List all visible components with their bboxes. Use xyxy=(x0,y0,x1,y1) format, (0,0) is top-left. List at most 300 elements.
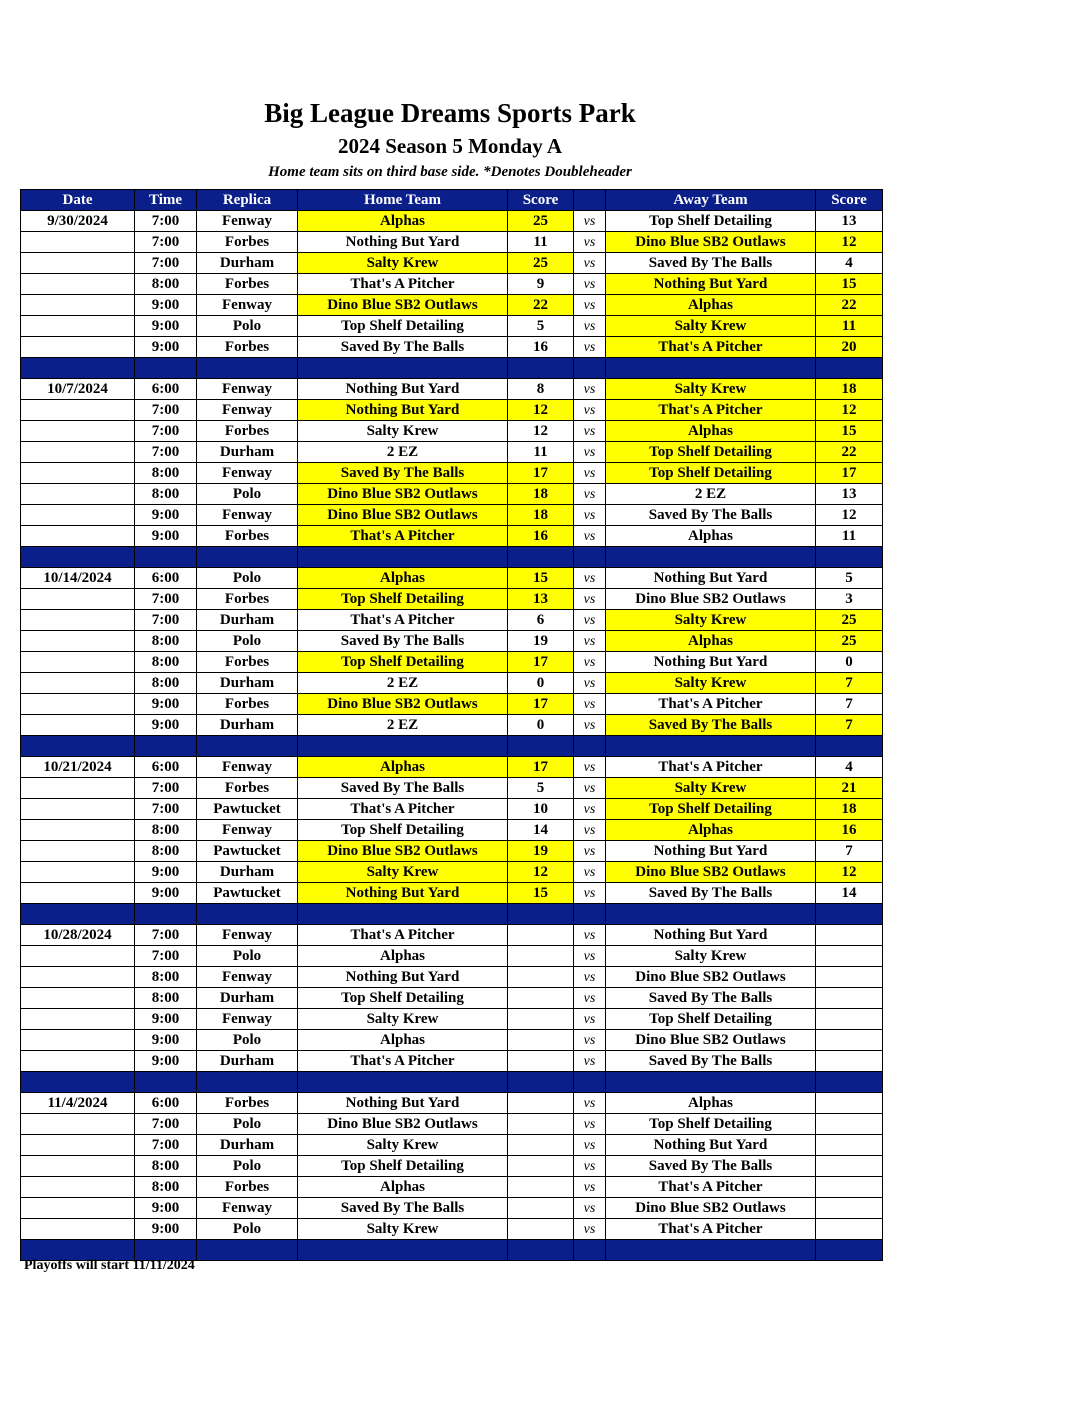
time-cell: 8:00 xyxy=(135,1177,197,1198)
replica-cell: Durham xyxy=(197,673,298,694)
replica-cell: Forbes xyxy=(197,1093,298,1114)
date-cell xyxy=(21,589,135,610)
separator-cell xyxy=(197,547,298,568)
time-cell: 9:00 xyxy=(135,505,197,526)
col-header-date: Date xyxy=(21,190,135,211)
table-row xyxy=(21,295,883,316)
week-separator-row xyxy=(21,736,883,757)
away-team-cell: Salty Krew xyxy=(606,946,816,967)
time-cell: 6:00 xyxy=(135,1093,197,1114)
away-score-cell: 13 xyxy=(816,211,883,232)
time-cell: 9:00 xyxy=(135,862,197,883)
date-cell xyxy=(21,526,135,547)
time-cell: 9:00 xyxy=(135,1030,197,1051)
table-row xyxy=(21,463,883,484)
col-header-away-score: Score xyxy=(816,190,883,211)
replica-cell: Polo xyxy=(197,946,298,967)
time-cell: 6:00 xyxy=(135,757,197,778)
home-team-cell: Salty Krew xyxy=(298,253,508,274)
separator-cell xyxy=(606,358,816,379)
away-team-cell: Nothing But Yard xyxy=(606,568,816,589)
table-row xyxy=(21,673,883,694)
away-team-cell: Nothing But Yard xyxy=(606,274,816,295)
vs-cell: vs xyxy=(574,505,606,526)
away-team-cell: Alphas xyxy=(606,820,816,841)
time-cell: 9:00 xyxy=(135,1198,197,1219)
away-score-cell xyxy=(816,1114,883,1135)
replica-cell: Fenway xyxy=(197,757,298,778)
table-row xyxy=(21,337,883,358)
home-team-cell: Nothing But Yard xyxy=(298,232,508,253)
table-row xyxy=(21,1114,883,1135)
home-score-cell xyxy=(508,1093,574,1114)
away-score-cell xyxy=(816,1156,883,1177)
home-team-cell: Nothing But Yard xyxy=(298,1093,508,1114)
table-row xyxy=(21,379,883,400)
separator-cell xyxy=(574,358,606,379)
away-team-cell: Alphas xyxy=(606,295,816,316)
vs-cell: vs xyxy=(574,1135,606,1156)
date-cell xyxy=(21,253,135,274)
home-score-cell: 18 xyxy=(508,505,574,526)
date-cell xyxy=(21,1009,135,1030)
away-score-cell xyxy=(816,1219,883,1240)
away-score-cell xyxy=(816,1051,883,1072)
away-score-cell: 7 xyxy=(816,841,883,862)
vs-cell: vs xyxy=(574,988,606,1009)
vs-cell: vs xyxy=(574,1030,606,1051)
vs-cell: vs xyxy=(574,631,606,652)
col-header-away-team: Away Team xyxy=(606,190,816,211)
separator-cell xyxy=(298,547,508,568)
home-score-cell: 13 xyxy=(508,589,574,610)
away-team-cell: Saved By The Balls xyxy=(606,883,816,904)
table-row xyxy=(21,589,883,610)
table-row xyxy=(21,1093,883,1114)
replica-cell: Durham xyxy=(197,988,298,1009)
date-cell xyxy=(21,1177,135,1198)
home-team-cell: 2 EZ xyxy=(298,715,508,736)
home-score-cell xyxy=(508,1009,574,1030)
time-cell: 7:00 xyxy=(135,1135,197,1156)
vs-cell: vs xyxy=(574,694,606,715)
replica-cell: Durham xyxy=(197,442,298,463)
date-cell xyxy=(21,463,135,484)
away-score-cell: 11 xyxy=(816,526,883,547)
replica-cell: Durham xyxy=(197,715,298,736)
home-score-cell xyxy=(508,1030,574,1051)
away-team-cell: Alphas xyxy=(606,1093,816,1114)
separator-cell xyxy=(135,904,197,925)
time-cell: 8:00 xyxy=(135,820,197,841)
vs-cell: vs xyxy=(574,673,606,694)
home-score-cell: 19 xyxy=(508,841,574,862)
home-team-cell: Top Shelf Detailing xyxy=(298,589,508,610)
away-score-cell xyxy=(816,1177,883,1198)
time-cell: 9:00 xyxy=(135,694,197,715)
table-row xyxy=(21,946,883,967)
vs-cell: vs xyxy=(574,715,606,736)
home-team-cell: Dino Blue SB2 Outlaws xyxy=(298,841,508,862)
home-score-cell: 16 xyxy=(508,337,574,358)
away-team-cell: Dino Blue SB2 Outlaws xyxy=(606,1198,816,1219)
table-row xyxy=(21,1135,883,1156)
date-cell xyxy=(21,1030,135,1051)
away-team-cell: That's A Pitcher xyxy=(606,337,816,358)
replica-cell: Durham xyxy=(197,253,298,274)
home-score-cell: 0 xyxy=(508,715,574,736)
col-header-home-score: Score xyxy=(508,190,574,211)
away-score-cell: 5 xyxy=(816,568,883,589)
away-team-cell: Alphas xyxy=(606,526,816,547)
replica-cell: Forbes xyxy=(197,778,298,799)
separator-cell xyxy=(135,1072,197,1093)
home-team-cell: Saved By The Balls xyxy=(298,631,508,652)
table-row xyxy=(21,799,883,820)
home-score-cell: 10 xyxy=(508,799,574,820)
replica-cell: Durham xyxy=(197,862,298,883)
time-cell: 7:00 xyxy=(135,799,197,820)
away-score-cell: 4 xyxy=(816,757,883,778)
date-cell xyxy=(21,505,135,526)
separator-cell xyxy=(135,547,197,568)
home-score-cell: 12 xyxy=(508,862,574,883)
home-team-cell: Top Shelf Detailing xyxy=(298,652,508,673)
home-team-cell: Dino Blue SB2 Outlaws xyxy=(298,694,508,715)
time-cell: 8:00 xyxy=(135,631,197,652)
vs-cell: vs xyxy=(574,295,606,316)
time-cell: 8:00 xyxy=(135,841,197,862)
home-team-cell: 2 EZ xyxy=(298,673,508,694)
home-team-cell: That's A Pitcher xyxy=(298,1051,508,1072)
away-score-cell: 11 xyxy=(816,316,883,337)
table-row xyxy=(21,1198,883,1219)
away-team-cell: Top Shelf Detailing xyxy=(606,463,816,484)
replica-cell: Fenway xyxy=(197,505,298,526)
home-score-cell: 0 xyxy=(508,673,574,694)
replica-cell: Polo xyxy=(197,1114,298,1135)
date-cell: 11/4/2024 xyxy=(21,1093,135,1114)
home-team-cell: Alphas xyxy=(298,757,508,778)
away-score-cell: 15 xyxy=(816,421,883,442)
table-row xyxy=(21,421,883,442)
home-team-cell: That's A Pitcher xyxy=(298,925,508,946)
table-header-row xyxy=(21,190,883,211)
away-team-cell: Salty Krew xyxy=(606,379,816,400)
separator-cell xyxy=(508,904,574,925)
date-cell xyxy=(21,862,135,883)
home-team-cell: Saved By The Balls xyxy=(298,778,508,799)
vs-cell: vs xyxy=(574,946,606,967)
table-row xyxy=(21,316,883,337)
col-header-home-team: Home Team xyxy=(298,190,508,211)
date-cell xyxy=(21,1051,135,1072)
date-cell xyxy=(21,988,135,1009)
col-header-vs xyxy=(574,190,606,211)
time-cell: 9:00 xyxy=(135,1009,197,1030)
table-row xyxy=(21,1219,883,1240)
vs-cell: vs xyxy=(574,379,606,400)
away-team-cell: Dino Blue SB2 Outlaws xyxy=(606,589,816,610)
date-cell xyxy=(21,295,135,316)
away-score-cell: 7 xyxy=(816,673,883,694)
time-cell: 8:00 xyxy=(135,274,197,295)
separator-cell xyxy=(606,1072,816,1093)
vs-cell: vs xyxy=(574,925,606,946)
vs-cell: vs xyxy=(574,253,606,274)
vs-cell: vs xyxy=(574,1156,606,1177)
vs-cell: vs xyxy=(574,484,606,505)
vs-cell: vs xyxy=(574,1219,606,1240)
schedule-table xyxy=(20,189,883,1261)
replica-cell: Fenway xyxy=(197,820,298,841)
home-team-cell: Alphas xyxy=(298,1030,508,1051)
date-cell xyxy=(21,610,135,631)
table-row xyxy=(21,715,883,736)
home-score-cell: 15 xyxy=(508,568,574,589)
replica-cell: Pawtucket xyxy=(197,841,298,862)
home-score-cell: 9 xyxy=(508,274,574,295)
separator-cell xyxy=(21,736,135,757)
vs-cell: vs xyxy=(574,337,606,358)
table-row xyxy=(21,1156,883,1177)
away-team-cell: Salty Krew xyxy=(606,778,816,799)
replica-cell: Polo xyxy=(197,1219,298,1240)
home-score-cell: 5 xyxy=(508,778,574,799)
home-score-cell: 5 xyxy=(508,316,574,337)
away-score-cell: 22 xyxy=(816,442,883,463)
separator-cell xyxy=(508,547,574,568)
time-cell: 7:00 xyxy=(135,1114,197,1135)
away-team-cell: Top Shelf Detailing xyxy=(606,1114,816,1135)
vs-cell: vs xyxy=(574,232,606,253)
away-team-cell: That's A Pitcher xyxy=(606,1219,816,1240)
date-cell xyxy=(21,820,135,841)
home-score-cell xyxy=(508,1198,574,1219)
vs-cell: vs xyxy=(574,589,606,610)
separator-cell xyxy=(574,547,606,568)
away-team-cell: Saved By The Balls xyxy=(606,1156,816,1177)
date-cell xyxy=(21,232,135,253)
vs-cell: vs xyxy=(574,862,606,883)
time-cell: 7:00 xyxy=(135,610,197,631)
home-score-cell: 22 xyxy=(508,295,574,316)
replica-cell: Pawtucket xyxy=(197,799,298,820)
home-score-cell: 17 xyxy=(508,652,574,673)
date-cell xyxy=(21,337,135,358)
vs-cell: vs xyxy=(574,610,606,631)
home-team-cell: 2 EZ xyxy=(298,442,508,463)
away-score-cell xyxy=(816,925,883,946)
table-row xyxy=(21,694,883,715)
replica-cell: Forbes xyxy=(197,694,298,715)
date-cell xyxy=(21,631,135,652)
home-score-cell: 11 xyxy=(508,442,574,463)
replica-cell: Fenway xyxy=(197,379,298,400)
replica-cell: Forbes xyxy=(197,589,298,610)
replica-cell: Fenway xyxy=(197,925,298,946)
date-cell xyxy=(21,1198,135,1219)
table-row xyxy=(21,400,883,421)
home-score-cell: 12 xyxy=(508,421,574,442)
separator-cell xyxy=(508,358,574,379)
date-cell xyxy=(21,652,135,673)
home-score-cell: 19 xyxy=(508,631,574,652)
home-team-cell: That's A Pitcher xyxy=(298,526,508,547)
home-team-cell: That's A Pitcher xyxy=(298,610,508,631)
home-team-cell: Salty Krew xyxy=(298,1135,508,1156)
time-cell: 7:00 xyxy=(135,946,197,967)
time-cell: 9:00 xyxy=(135,295,197,316)
separator-cell xyxy=(508,1072,574,1093)
home-score-cell xyxy=(508,1219,574,1240)
table-row xyxy=(21,988,883,1009)
replica-cell: Forbes xyxy=(197,421,298,442)
week-separator-row xyxy=(21,547,883,568)
separator-cell xyxy=(816,1240,883,1261)
vs-cell: vs xyxy=(574,526,606,547)
vs-cell: vs xyxy=(574,841,606,862)
replica-cell: Fenway xyxy=(197,967,298,988)
table-row xyxy=(21,841,883,862)
away-score-cell xyxy=(816,1030,883,1051)
replica-cell: Forbes xyxy=(197,526,298,547)
separator-cell xyxy=(574,904,606,925)
separator-cell xyxy=(574,1240,606,1261)
away-team-cell: That's A Pitcher xyxy=(606,757,816,778)
time-cell: 8:00 xyxy=(135,967,197,988)
away-team-cell: Top Shelf Detailing xyxy=(606,442,816,463)
home-team-cell: Nothing But Yard xyxy=(298,379,508,400)
away-team-cell: Nothing But Yard xyxy=(606,925,816,946)
vs-cell: vs xyxy=(574,1009,606,1030)
separator-cell xyxy=(21,904,135,925)
home-score-cell xyxy=(508,1114,574,1135)
date-cell xyxy=(21,967,135,988)
vs-cell: vs xyxy=(574,274,606,295)
separator-cell xyxy=(298,904,508,925)
time-cell: 9:00 xyxy=(135,316,197,337)
date-cell xyxy=(21,1156,135,1177)
separator-cell xyxy=(197,358,298,379)
away-team-cell: Salty Krew xyxy=(606,316,816,337)
away-team-cell: Top Shelf Detailing xyxy=(606,799,816,820)
away-score-cell xyxy=(816,1093,883,1114)
away-score-cell: 3 xyxy=(816,589,883,610)
home-team-cell: Saved By The Balls xyxy=(298,337,508,358)
away-team-cell: Dino Blue SB2 Outlaws xyxy=(606,1030,816,1051)
away-team-cell: Nothing But Yard xyxy=(606,841,816,862)
separator-cell xyxy=(574,736,606,757)
away-score-cell: 16 xyxy=(816,820,883,841)
replica-cell: Polo xyxy=(197,1156,298,1177)
home-team-cell: Nothing But Yard xyxy=(298,883,508,904)
away-team-cell: 2 EZ xyxy=(606,484,816,505)
home-team-cell: Dino Blue SB2 Outlaws xyxy=(298,484,508,505)
separator-cell xyxy=(816,358,883,379)
vs-cell: vs xyxy=(574,1051,606,1072)
date-cell xyxy=(21,694,135,715)
separator-cell xyxy=(816,547,883,568)
away-score-cell xyxy=(816,988,883,1009)
separator-cell xyxy=(197,736,298,757)
date-cell xyxy=(21,715,135,736)
replica-cell: Fenway xyxy=(197,1009,298,1030)
replica-cell: Forbes xyxy=(197,274,298,295)
replica-cell: Polo xyxy=(197,316,298,337)
date-cell xyxy=(21,400,135,421)
vs-cell: vs xyxy=(574,1177,606,1198)
time-cell: 9:00 xyxy=(135,337,197,358)
vs-cell: vs xyxy=(574,442,606,463)
home-score-cell: 6 xyxy=(508,610,574,631)
replica-cell: Fenway xyxy=(197,295,298,316)
away-score-cell xyxy=(816,946,883,967)
home-team-cell: Salty Krew xyxy=(298,1009,508,1030)
separator-cell xyxy=(135,358,197,379)
home-score-cell: 25 xyxy=(508,211,574,232)
vs-cell: vs xyxy=(574,778,606,799)
home-score-cell: 16 xyxy=(508,526,574,547)
col-header-replica: Replica xyxy=(197,190,298,211)
table-row xyxy=(21,484,883,505)
replica-cell: Polo xyxy=(197,568,298,589)
home-team-cell: Nothing But Yard xyxy=(298,967,508,988)
replica-cell: Durham xyxy=(197,610,298,631)
away-team-cell: Dino Blue SB2 Outlaws xyxy=(606,232,816,253)
vs-cell: vs xyxy=(574,799,606,820)
home-team-cell: Dino Blue SB2 Outlaws xyxy=(298,1114,508,1135)
replica-cell: Fenway xyxy=(197,211,298,232)
away-score-cell: 14 xyxy=(816,883,883,904)
home-score-cell: 14 xyxy=(508,820,574,841)
away-team-cell: Alphas xyxy=(606,631,816,652)
away-team-cell: Nothing But Yard xyxy=(606,1135,816,1156)
separator-cell xyxy=(606,1240,816,1261)
table-row xyxy=(21,211,883,232)
home-team-cell: Salty Krew xyxy=(298,862,508,883)
separator-cell xyxy=(298,1240,508,1261)
time-cell: 9:00 xyxy=(135,1219,197,1240)
separator-cell xyxy=(21,1072,135,1093)
home-team-cell: Alphas xyxy=(298,1177,508,1198)
date-cell xyxy=(21,778,135,799)
home-score-cell xyxy=(508,1135,574,1156)
time-cell: 7:00 xyxy=(135,232,197,253)
separator-cell xyxy=(606,736,816,757)
table-row xyxy=(21,883,883,904)
separator-cell xyxy=(816,736,883,757)
home-team-cell: Alphas xyxy=(298,211,508,232)
replica-cell: Polo xyxy=(197,1030,298,1051)
away-score-cell xyxy=(816,1135,883,1156)
table-row xyxy=(21,1051,883,1072)
replica-cell: Polo xyxy=(197,484,298,505)
separator-cell xyxy=(508,1240,574,1261)
week-separator-row xyxy=(21,358,883,379)
table-row xyxy=(21,1009,883,1030)
replica-cell: Durham xyxy=(197,1051,298,1072)
home-team-cell: Alphas xyxy=(298,568,508,589)
away-score-cell: 12 xyxy=(816,232,883,253)
table-row xyxy=(21,1177,883,1198)
time-cell: 8:00 xyxy=(135,988,197,1009)
vs-cell: vs xyxy=(574,757,606,778)
home-team-cell: Salty Krew xyxy=(298,1219,508,1240)
table-row xyxy=(21,862,883,883)
home-score-cell xyxy=(508,1177,574,1198)
home-team-cell: Nothing But Yard xyxy=(298,400,508,421)
